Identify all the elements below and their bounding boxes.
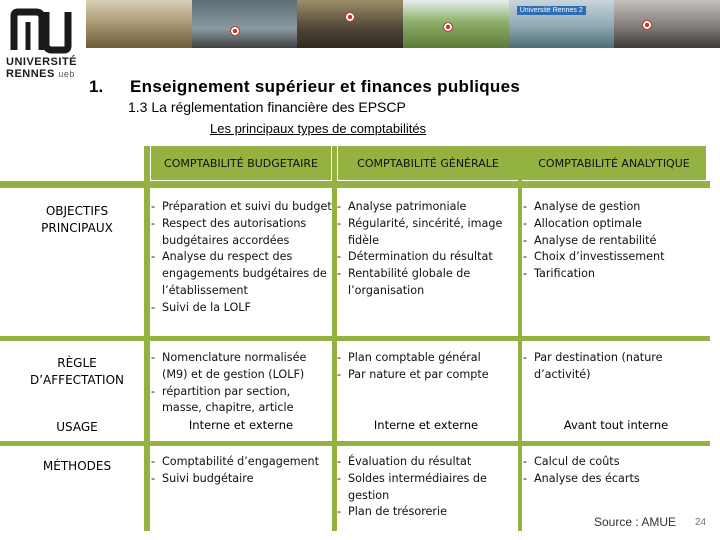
source-note: Source : AMUE bbox=[594, 515, 677, 529]
cell-methodes-budgetaire bbox=[150, 454, 332, 488]
cell-regle-budgetaire bbox=[150, 350, 332, 417]
header-photo-hallway bbox=[614, 0, 720, 48]
list-item: - répartition par section, masse, chapitre, article bbox=[150, 384, 332, 418]
section-title: Les principaux types de comptabilités bbox=[210, 121, 427, 136]
row-separator bbox=[0, 441, 710, 446]
target-icon bbox=[230, 26, 240, 36]
list-item: - Préparation et suivi du budget bbox=[150, 199, 332, 216]
column-header-generale: COMPTABILITÉ GÉNÉRALE bbox=[338, 146, 518, 180]
university-sign: Université Rennes 2 bbox=[517, 6, 586, 15]
list-item: - Par nature et par compte bbox=[336, 367, 516, 384]
cell-usage-generale: Interne et externe bbox=[373, 418, 479, 432]
cell-objectifs-generale bbox=[336, 199, 516, 300]
list-item: - Plan comptable général bbox=[336, 350, 516, 367]
list-item: - Suivi budgétaire bbox=[150, 471, 332, 488]
heading-number: 1. bbox=[89, 77, 104, 96]
target-icon bbox=[345, 12, 355, 22]
list-item: - Analyse du respect des engagements budgétaires de l’établissement bbox=[150, 249, 332, 299]
row-label-regle: RÈGLE D’AFFECTATION bbox=[30, 356, 124, 387]
page-number: 24 bbox=[695, 517, 707, 528]
list-item: - Plan de trésorerie bbox=[336, 504, 516, 521]
header-photo-strip bbox=[86, 0, 720, 48]
target-icon bbox=[642, 20, 652, 30]
row-separator bbox=[0, 181, 710, 188]
page-title: Enseignement supérieur et finances publiques bbox=[130, 77, 521, 96]
cell-objectifs-budgetaire bbox=[150, 199, 332, 317]
cell-usage-analytique: Avant tout interne bbox=[563, 418, 669, 432]
header-photo-university-sign bbox=[509, 0, 615, 48]
cell-methodes-generale bbox=[336, 454, 516, 521]
list-item: - Suivi de la LOLF bbox=[150, 300, 332, 317]
list-item: - Analyse de rentabilité bbox=[522, 233, 710, 250]
list-item: - Analyse patrimoniale bbox=[336, 199, 516, 216]
list-item: - Choix d’investissement bbox=[522, 249, 710, 266]
cell-objectifs-analytique bbox=[522, 199, 710, 283]
header-photo-campus bbox=[403, 0, 509, 48]
cell-regle-generale bbox=[336, 350, 516, 384]
column-header-budgetaire: COMPTABILITÉ BUDGETAIRE bbox=[151, 146, 331, 180]
list-item: - Soldes intermédiaires de gestion bbox=[336, 471, 516, 505]
logo-name-line2: RENNES bbox=[6, 68, 55, 80]
cell-methodes-analytique bbox=[522, 454, 710, 488]
list-item: - Analyse de gestion bbox=[522, 199, 710, 216]
row-label-objectifs: OBJECTIFS PRINCIPAUX bbox=[41, 204, 113, 235]
list-item: - Par destination (nature d’activité) bbox=[522, 350, 710, 384]
cell-regle-analytique bbox=[522, 350, 710, 384]
list-item: - Nomenclature normalisée (M9) et de gestion (LOLF) bbox=[150, 350, 332, 384]
row-label-methodes: MÉTHODES bbox=[42, 459, 112, 473]
list-item: - Respect des autorisations budgétaires accordées bbox=[150, 216, 332, 250]
list-item: - Allocation optimale bbox=[522, 216, 710, 233]
list-item: - Régularité, sincérité, image fidèle bbox=[336, 216, 516, 250]
logo-name-line1: UNIVERSITÉ bbox=[6, 56, 78, 68]
university-logo-mark-icon bbox=[10, 8, 72, 54]
header-photo-lecture-hall bbox=[192, 0, 298, 48]
list-item: - Calcul de coûts bbox=[522, 454, 710, 471]
list-item: - Rentabilité globale de l’organisation bbox=[336, 266, 516, 300]
page-subtitle: 1.3 La réglementation financière des EPSCP bbox=[128, 99, 406, 115]
list-item: - Évaluation du résultat bbox=[336, 454, 516, 471]
cell-usage-budgetaire: Interne et externe bbox=[188, 418, 294, 432]
list-item: - Analyse des écarts bbox=[522, 471, 710, 488]
university-logo bbox=[4, 4, 76, 84]
header-photo-exhibit bbox=[297, 0, 403, 48]
header-photo-amphitheatre bbox=[86, 0, 192, 48]
column-header-analytique: COMPTABILITÉ ANALYTIQUE bbox=[522, 146, 706, 180]
list-item: - Comptabilité d’engagement bbox=[150, 454, 332, 471]
list-item: - Détermination du résultat bbox=[336, 249, 516, 266]
logo-suffix: ueb bbox=[58, 69, 75, 79]
list-item: - Tarification bbox=[522, 266, 710, 283]
row-label-usage: USAGE bbox=[56, 420, 98, 434]
row-separator bbox=[0, 336, 710, 341]
target-icon bbox=[443, 22, 453, 32]
